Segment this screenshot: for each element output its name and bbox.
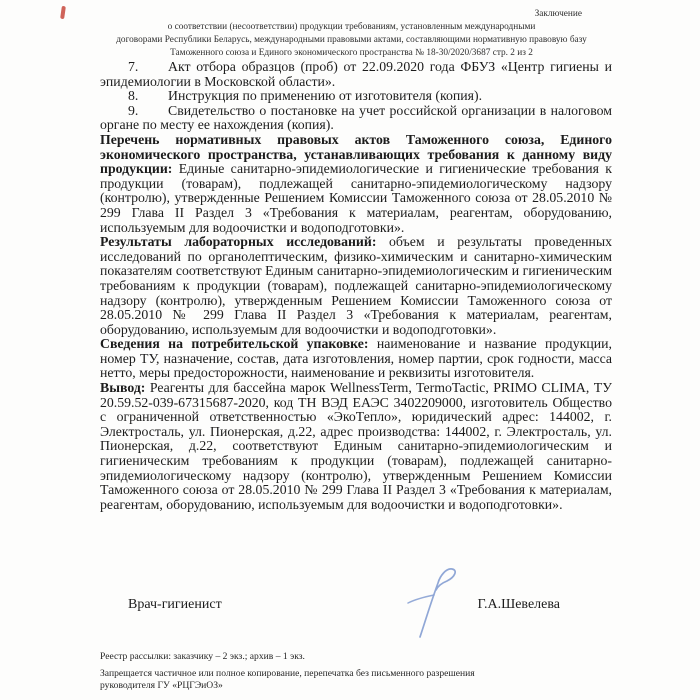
header-title: Заключение: [534, 9, 582, 19]
paragraph-text: объем и результаты проведенных исследований по органолептическим, физико-химическим и санитарно-химическим показателям соответствуют Единым санитарно-эпидемиологическим и гигиеническим требованиям к продукции (товарам), подлежащей санитарно-эпидемиологическому надзору (контролю), утвержденным Решением Комиссии Таможенного союза от 28.05.2010 № 299 Глава II Раздел 3 «Требования к материалам, реагентам, оборудованию, используемым для водоочистки и водоподготовки».: [100, 234, 613, 337]
paragraph-conclusion: [100, 381, 612, 512]
paragraph-lead: Вывод:: [100, 380, 146, 396]
paragraph-lead: Перечень нормативных правовых актов Таможенного союза, Единого экономического пространства, устанавливающих требования к данному виду продукции:: [100, 131, 612, 177]
document-footer: [100, 651, 612, 692]
paragraph-packaging-info: [100, 337, 612, 381]
paragraph-text: Единые санитарно-эпидемиологические и гигиенические требования к продукции (товарам), подлежащей санитарно-эпидемиологическому надзору (контролю), утвержденные Решением Комиссии Таможенного союза от 28.05.2010 № 299 Глава II Раздел 3 «Требования к материалам, реагентам, оборудованию, используемым для водоочистки и водоподготовки».: [100, 161, 612, 235]
header-line: о соответствии (несоответствии) продукции требованиям, установленным международными: [167, 22, 536, 32]
signature-row: [100, 597, 612, 613]
document-header: [95, 8, 608, 60]
list-item-9: [100, 104, 612, 133]
list-item-number: 9.: [128, 102, 139, 118]
header-line: договорами Республики Беларусь, международными правовыми актами, составляющими нормативную правовую базу: [116, 35, 587, 45]
red-pen-mark: [60, 6, 66, 19]
paragraph-lead: Сведения на потребительской упаковке:: [100, 336, 369, 352]
paragraph-text: Реагенты для бассейна марок WellnessTerm, TermoTactic, PRIMO CLIMA, ТУ 20.59.52-039-67315687-2020, код ТН ВЭД ЕАЭС 3402209000, изготовитель Общество с ограниченной ответственностью «ЭкоТепло», юридический адрес: 144002, г. Электросталь, ул. Пионерская, д.22, адрес производства: 144002, г. Электросталь, ул. Пионерская, д.22, соответствуют Единым санитарно-эпидемиологическим и гигиеническим требованиям к продукции (товарам), подлежащей санитарно-эпидемиологическому надзору (контролю), утвержденным Решением Комиссии Таможенного союза от 28.05.2010 № 299 Глава II Раздел 3 «Требования к материалам, реагентам, оборудованию, используемым для водоочистки и водоподготовки».: [100, 380, 612, 512]
list-item-text: Акт отбора образцов (проб) от 22.09.2020 года ФБУЗ «Центр гигиены и эпидемиологии в Московской области».: [100, 59, 612, 89]
list-item-text: Свидетельство о постановке на учет российской организации в налоговом органе по месту ее нахождения (копия).: [100, 102, 612, 133]
footer-distribution-register: Реестр рассылки: заказчику – 2 экз.; архив – 1 экз.: [100, 651, 305, 662]
list-item-text: Инструкция по применению от изготовителя (копия).: [168, 88, 483, 104]
footer-copy-restriction: Запрещается частичное или полное копирование, перепечатка без письменного разрешения: [100, 668, 475, 679]
signer-name: Г.А.Шевелева: [477, 597, 560, 612]
paragraph-lead: Результаты лабораторных исследований:: [100, 234, 377, 250]
document-body: [100, 60, 612, 512]
header-line: Таможенного союза и Единого экономического пространства № 18-30/2020/3687 стр. 2 из 2: [170, 48, 533, 58]
paragraph-text: наименование и название продукции, номер ТУ, назначение, состав, дата изготовления, номер партии, срок годности, масса нетто, меры предосторожности, наименование и реквизиты изготовителя.: [100, 336, 612, 381]
list-item-8: [100, 89, 612, 104]
paragraph-normative-acts: [100, 133, 612, 235]
list-item-7: [100, 60, 612, 89]
list-item-number: 8.: [128, 88, 139, 104]
list-item-number: 7.: [128, 59, 139, 74]
signer-role: Врач-гигиенист: [128, 597, 222, 612]
paragraph-lab-results: [100, 235, 612, 337]
footer-copy-restriction-cont: руководителя ГУ «РЦГЭиОЗ»: [100, 680, 223, 691]
